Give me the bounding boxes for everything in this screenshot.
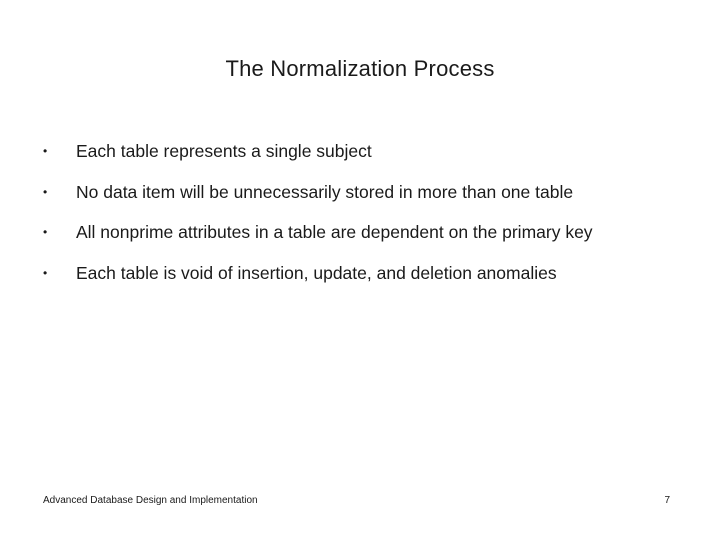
bullet-dot-icon: • <box>43 225 48 239</box>
bullet-dot-icon: • <box>43 265 48 280</box>
bullet-item <box>40 133 700 174</box>
bullet-text: No data item will be unnecessarily stored in more than one table <box>76 181 574 202</box>
bullet-text: Each table represents a single subject <box>76 141 372 161</box>
bullet-item <box>40 174 700 215</box>
page-number: 7 <box>664 495 670 506</box>
bullet-text: All nonprime attributes in a table are dependent on the primary key <box>76 222 593 242</box>
slide-title: The Normalization Process <box>225 56 495 81</box>
footer-course-title: Advanced Database Design and Implementation <box>43 495 258 506</box>
bullet-dot-icon: • <box>43 184 48 199</box>
bullet-item <box>40 214 700 255</box>
bullet-item <box>40 255 700 296</box>
bullet-text: Each table is void of insertion, update, and deletion anomalies <box>76 262 557 283</box>
bullet-list <box>40 133 700 295</box>
bullet-dot-icon: • <box>43 144 48 158</box>
